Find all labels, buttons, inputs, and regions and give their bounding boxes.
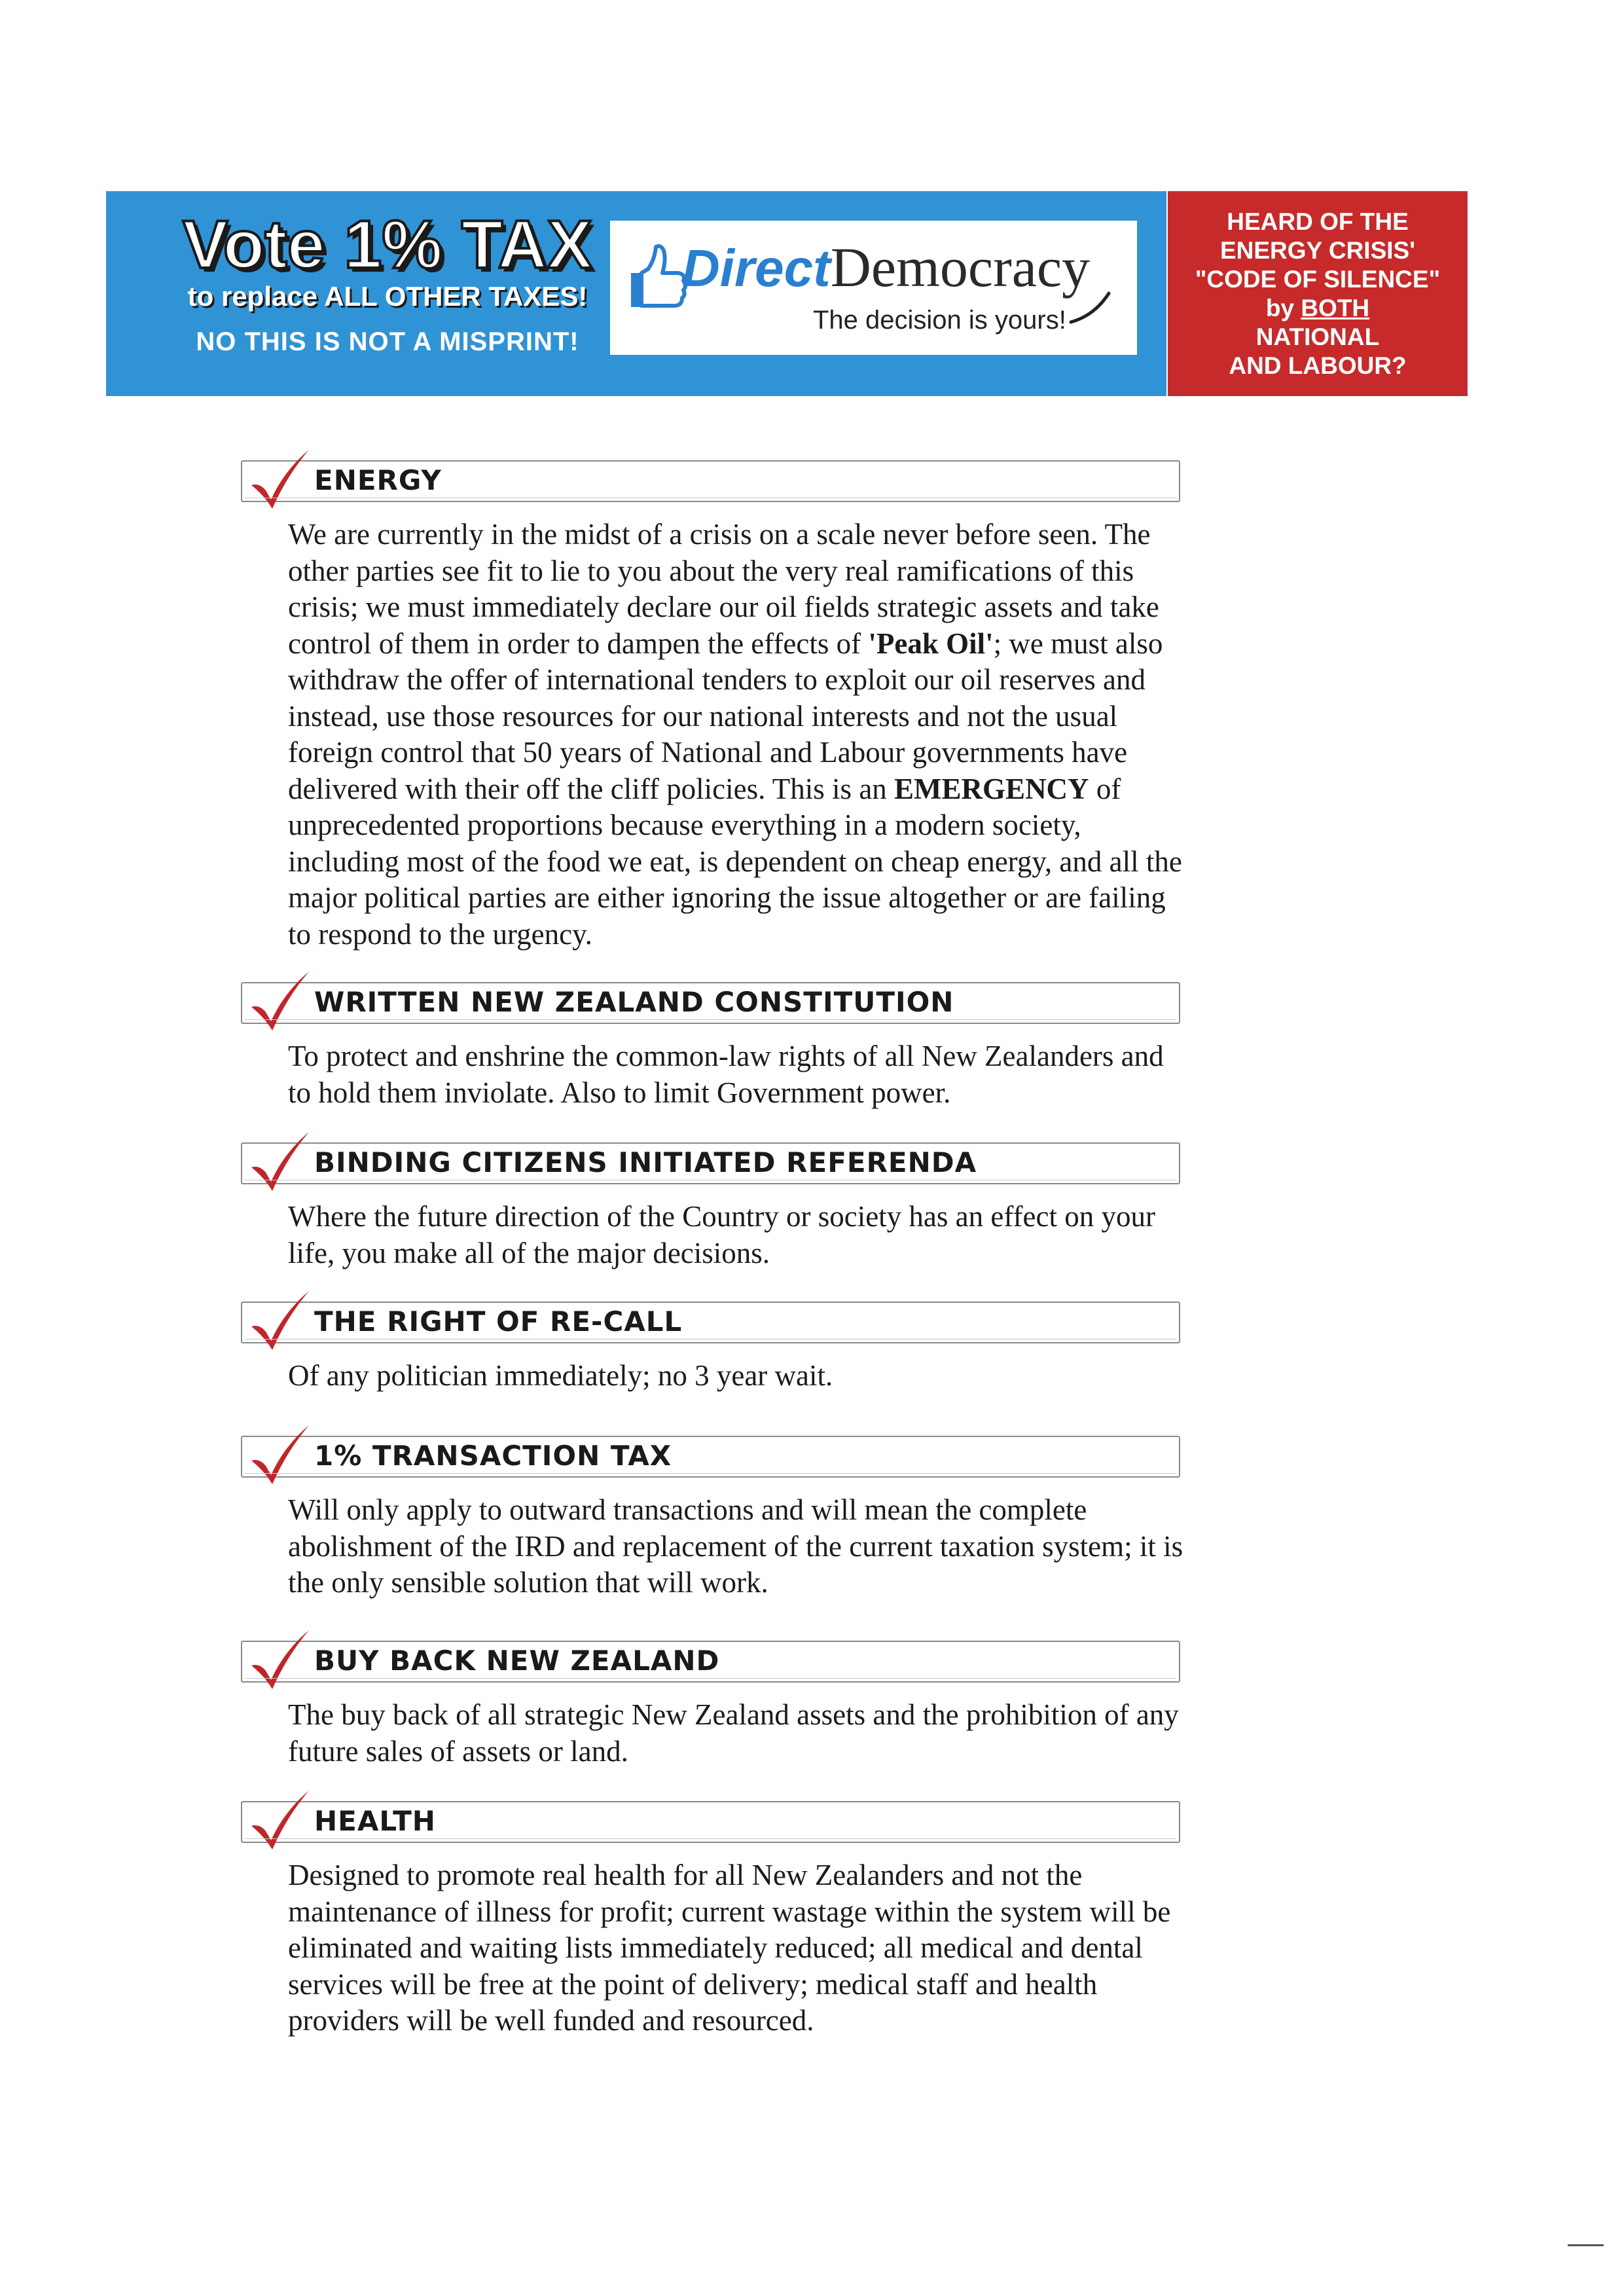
thumbs-up-icon xyxy=(628,240,687,312)
logo-tagline: The decision is yours! xyxy=(813,306,1066,335)
direct-democracy-logo xyxy=(610,221,1137,355)
crisis-both: BOTH xyxy=(1301,294,1370,321)
tax-promo-panel xyxy=(106,191,1166,396)
logo-democracy-word: Democracy xyxy=(830,236,1091,299)
body-bold-peak-oil: 'Peak Oil' xyxy=(868,627,994,660)
red-checkmark-icon xyxy=(246,1129,312,1192)
section-heading: WRITTEN NEW ZEALAND CONSTITUTION xyxy=(314,986,954,1018)
section-body: To protect and enshrine the common-law rights of all New Zealanders and to hold them inviolate. Also to limit Government power. xyxy=(288,1040,1164,1109)
red-checkmark-icon xyxy=(246,447,312,510)
section-heading-bar xyxy=(241,1142,1180,1184)
section-buy-back xyxy=(241,1641,1180,1770)
section-heading-bar xyxy=(241,982,1180,1024)
logo-wordmark xyxy=(682,236,1091,299)
section-recall xyxy=(241,1302,1180,1394)
section-heading-bar xyxy=(241,1302,1180,1343)
section-heading-bar xyxy=(241,460,1180,502)
red-checkmark-icon xyxy=(246,1423,312,1485)
section-heading: BINDING CITIZENS INITIATED REFERENDA xyxy=(314,1146,977,1178)
section-heading: BUY BACK NEW ZEALAND xyxy=(314,1645,720,1677)
section-body: Will only apply to outward transactions and will mean the complete abolishment of the IRD and replacement of the current taxation system; it is the only sensible solution that will work. xyxy=(288,1493,1183,1599)
section-heading-bar xyxy=(241,1641,1180,1683)
section-body xyxy=(288,517,1191,953)
body-bold-emergency: EMERGENCY xyxy=(894,772,1089,805)
section-health xyxy=(241,1801,1180,2039)
body-text-part: of unprecedented proportions because everything in a modern society, including most of the food we eat, is dependent on cheap energy, and all the major political parties are either ignoring the issue altogether or are failing to respond to the urgency. xyxy=(288,772,1182,951)
red-checkmark-icon xyxy=(246,1288,312,1351)
red-checkmark-icon xyxy=(246,969,312,1032)
section-body: Where the future direction of the Country or society has an effect on your life, you make all of the major decisions. xyxy=(288,1200,1155,1269)
section-energy xyxy=(241,460,1180,953)
crisis-line: ENERGY CRISIS' xyxy=(1219,236,1416,264)
section-heading-bar xyxy=(241,1436,1180,1478)
body-text-part: We are currently in the midst of a crisis on a scale never before seen. The other parties see fit to lie to you about the very real ramifications of this crisis; we must immediately declare our oil fields strategic assets and take control of them in order to dampen the effects of xyxy=(288,518,1159,660)
section-heading: THE RIGHT OF RE-CALL xyxy=(314,1305,683,1338)
crisis-line: NATIONAL xyxy=(1255,323,1380,350)
section-heading: 1% TRANSACTION TAX xyxy=(314,1440,672,1472)
red-checkmark-icon xyxy=(246,1628,312,1690)
red-checkmark-icon xyxy=(246,1788,312,1851)
section-heading-bar xyxy=(241,1801,1180,1843)
energy-crisis-panel xyxy=(1168,191,1468,396)
section-body: Designed to promote real health for all New Zealanders and not the maintenance of illness for profit; current wastage within the system will be eliminated and waiting lists immediately reduced; all medical and dental services will be free at the point of delivery; medical staff and health providers will be well funded and resourced. xyxy=(288,1859,1171,2037)
section-referenda xyxy=(241,1142,1180,1271)
crisis-line: "CODE OF SILENCE" xyxy=(1195,265,1441,293)
logo-direct-word: Direct xyxy=(682,239,831,297)
header-banner xyxy=(106,191,1468,396)
scan-mark xyxy=(1568,2244,1604,2246)
section-heading: ENERGY xyxy=(314,464,442,496)
swoosh-icon xyxy=(1068,289,1114,329)
body-text-part: ; we must also withdraw the offer of international tenders to exploit our oil reserves and instead, use those resources for our national interests and not the usual foreign control that 50 years of National and Labour governments have delivered with their off the cliff policies. This is an xyxy=(288,627,1163,805)
section-heading: HEALTH xyxy=(314,1805,436,1837)
crisis-by: by xyxy=(1265,294,1295,321)
section-body: Of any politician immediately; no 3 year wait. xyxy=(288,1359,833,1392)
misprint-note: NO THIS IS NOT A MISPRINT! xyxy=(196,327,579,356)
crisis-line: AND LABOUR? xyxy=(1229,352,1407,379)
vote-tax-subtitle: to replace ALL OTHER TAXES! xyxy=(187,281,588,312)
section-body: The buy back of all strategic New Zealand assets and the prohibition of any future sales of assets or land. xyxy=(288,1698,1179,1768)
vote-tax-title: Vote 1% TAX xyxy=(182,207,593,283)
section-constitution xyxy=(241,982,1180,1111)
crisis-line: HEARD OF THE xyxy=(1227,208,1409,235)
crisis-line xyxy=(1266,294,1369,323)
section-transaction-tax xyxy=(241,1436,1183,1601)
